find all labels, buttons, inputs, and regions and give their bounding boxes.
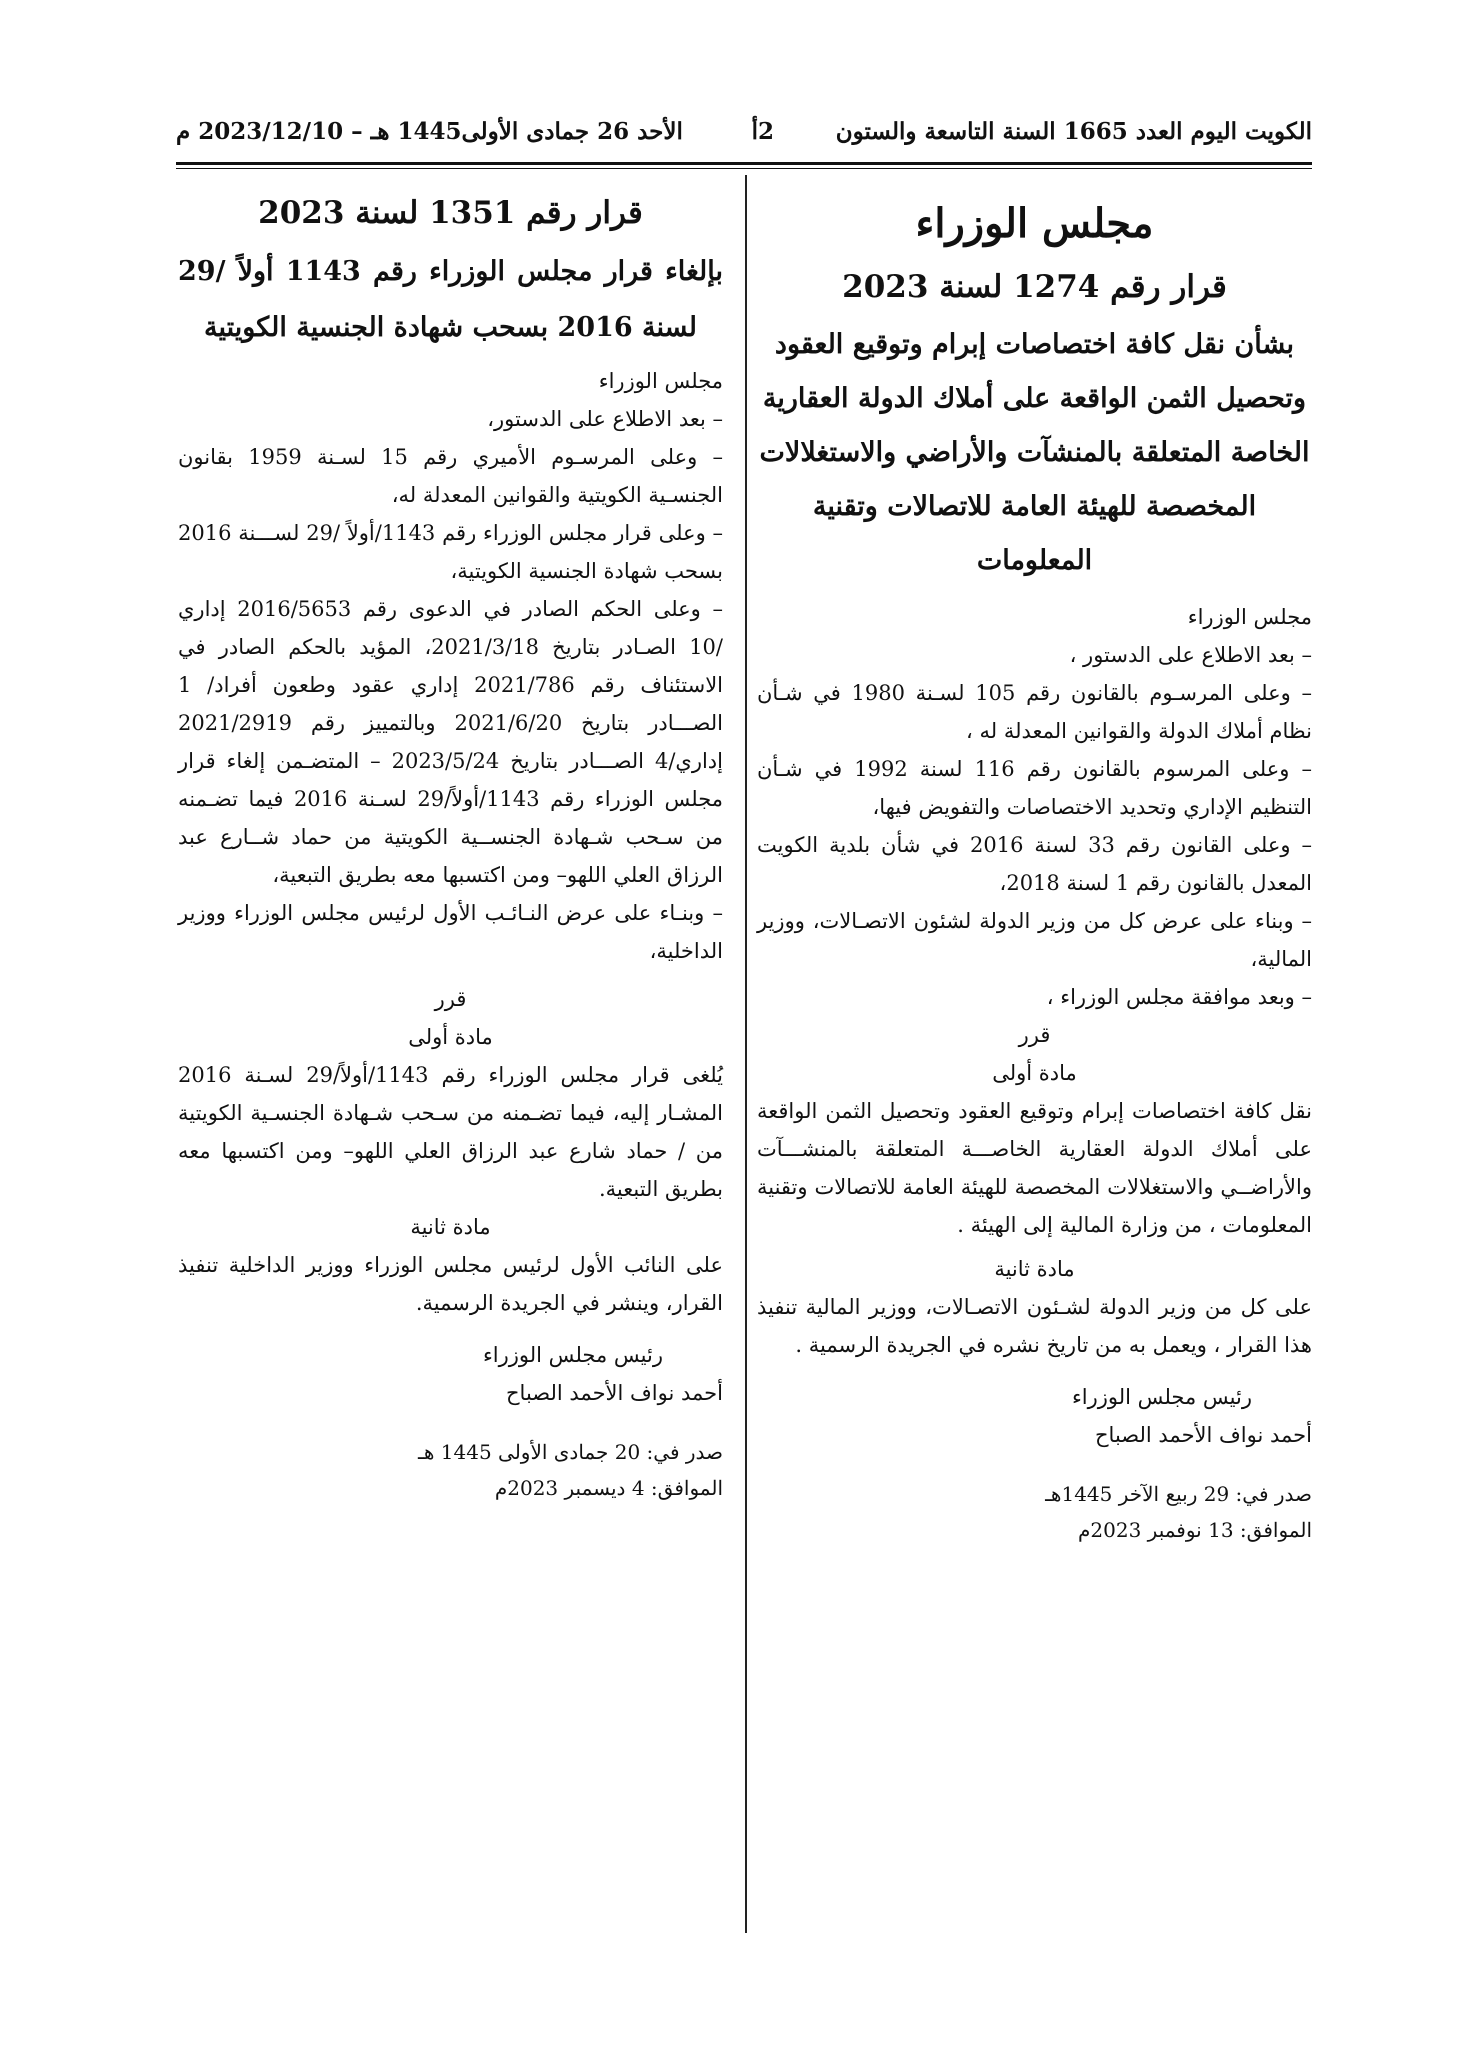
signature-title: رئيس مجلس الوزراء: [1071, 1385, 1252, 1409]
header-rule-thick: [176, 162, 1312, 165]
recital: – وبنـاء على عرض النـائـب الأول لرئيس مجلس الوزراء ووزير الداخلية،: [178, 901, 723, 963]
article-text: على النائب الأول لرئيس مجلس الوزراء ووزير الداخلية تنفيذ القرار، وينشر في الجريدة الرسمية.: [178, 1253, 723, 1315]
recital: – وعلى المرسـوم بالقانون رقم 105 لسـنة 1980 في شـأن نظام أملاك الدولة والقوانين المعدلة له ،: [757, 681, 1313, 743]
decided-label: قرر: [1018, 1023, 1051, 1047]
recital: – وعلى المرسوم بالقانون رقم 116 لسنة 1992 في شـأن التنظيم الإداري وتحديد الاختصاصات والتفويض فيها،: [757, 757, 1312, 819]
corresponding-date: الموافق: 4 ديسمبر 2023م: [494, 1476, 723, 1500]
issue-info: الكويت اليوم العدد 1665 السنة التاسعة والستون: [835, 118, 1312, 145]
recital: – بعد الاطلاع على الدستور ،: [1069, 643, 1312, 667]
issued-date: صدر في: 29 ربيع الآخر 1445هـ: [1045, 1482, 1312, 1506]
recital: – وعلى الحكم الصادر في الدعوى رقم 2016/5653 إداري /10 الصـادر بتاريخ 2021/3/18، المؤيد بالحكم الصادر في الاستئناف رقم 2021/786 إداري عقود وطعون أفراد/ 1 الصـــادر بتاريخ 2021/6/20 وبالتمييز رقم 2021/2919 إداري/4 الصـــادر بتاريخ 2023/5/24 – المتضـمن إلغاء قرار مجلس الوزراء رقم 1143/أولاً/29 لسـنة 2016 فيما تضـمنه من سـحب شـهادة الجنســية الكويتية من حماد شــارع عبد الرزاق العلي اللهو– ومن اكتسبها معه بطريق التبعية،: [178, 597, 724, 887]
recital: – بعد الاطلاع على الدستور،: [487, 407, 723, 431]
issuing-body: مجلس الوزراء: [598, 369, 723, 393]
running-header: [176, 118, 1312, 158]
page-number: 2أ: [751, 118, 774, 145]
recital: – وعلى المرسـوم الأميري رقم 15 لسـنة 1959 بقانون الجنسـية الكويتية والقوانين المعدلة له،: [178, 445, 724, 507]
decree-1274-column: [757, 180, 1312, 1548]
recital: – وبعد موافقة مجلس الوزراء ،: [1046, 985, 1312, 1009]
article-heading: مادة ثانية: [410, 1215, 491, 1239]
decree-title: قرار رقم 1274 لسنة 2023: [842, 269, 1227, 305]
issued-date: صدر في: 20 جمادى الأولى 1445 هـ: [418, 1440, 723, 1464]
recital: – وعلى قرار مجلس الوزراء رقم 1143/أولاً /29 لســـنة 2016 بسحب شهادة الجنسية الكويتية،: [178, 521, 723, 583]
article-heading: مادة ثانية: [994, 1257, 1075, 1281]
issue-date: الأحد 26 جمادى الأولى1445 هـ – 2023/12/10 م: [176, 118, 683, 145]
article-heading: مادة أولى: [992, 1061, 1077, 1085]
issuing-body: مجلس الوزراء: [1187, 605, 1312, 629]
issue-dates: [178, 1434, 723, 1506]
issue-dates: [757, 1476, 1312, 1548]
decree-1351-column: [178, 180, 723, 1506]
section-heading: مجلس الوزراء: [915, 200, 1154, 247]
article-text: نقل كافة اختصاصات إبرام وتوقيع العقود وتحصيل الثمن الواقعة على أملاك الدولة العقارية الخاصـــة المتعلقة بالمنشـــآت والأراضــي والاستغلالات المخصصة للهيئة العامة للاتصالات وتقنية المعلومات ، من وزارة المالية إلى الهيئة .: [757, 1099, 1312, 1237]
decree-subject: بإلغاء قرار مجلس الوزراء رقم 1143 أولاً /29 لسنة 2016 بسحب شهادة الجنسية الكويتية: [178, 256, 723, 343]
recital: – وعلى القانون رقم 33 لسنة 2016 في شأن بلدية الكويت المعدل بالقانون رقم 1 لسنة 2018،: [757, 833, 1312, 895]
header-rule-thin: [176, 168, 1312, 169]
decided-label: قرر: [434, 987, 467, 1011]
recital: – وبناء على عرض كل من وزير الدولة لشئون الاتصـالات، ووزير المالية،: [757, 909, 1312, 971]
column-divider: [745, 175, 747, 1933]
article-text: يُلغى قرار مجلس الوزراء رقم 1143/أولاً/29 لسـنة 2016 المشـار إليه، فيما تضـمنه من سـحب شـهادة الجنسـية الكويتية من / حماد شارع عبد الرزاق العلي اللهو– ومن اكتسبها معه بطريق التبعية.: [178, 1063, 723, 1201]
corresponding-date: الموافق: 13 نوفمبر 2023م: [1078, 1518, 1312, 1542]
article-text: على كل من وزير الدولة لشـئون الاتصـالات، ووزير المالية تنفيذ هذا القرار ، ويعمل به من تاريخ نشره في الجريدة الرسمية .: [757, 1295, 1312, 1357]
decree-title: قرار رقم 1351 لسنة 2023: [258, 195, 643, 231]
signature-name: أحمد نواف الأحمد الصباح: [506, 1381, 723, 1405]
decree-subject: بشأن نقل كافة اختصاصات إبرام وتوقيع العقود وتحصيل الثمن الواقعة على أملاك الدولة العقارية الخاصة المتعلقة بالمنشآت والأراضي والاستغلالات المخصصة للهيئة العامة للاتصالات وتقنية المعلومات: [759, 329, 1310, 576]
article-heading: مادة أولى: [408, 1025, 493, 1049]
signature-title: رئيس مجلس الوزراء: [482, 1343, 663, 1367]
signature-name: أحمد نواف الأحمد الصباح: [1095, 1423, 1312, 1447]
